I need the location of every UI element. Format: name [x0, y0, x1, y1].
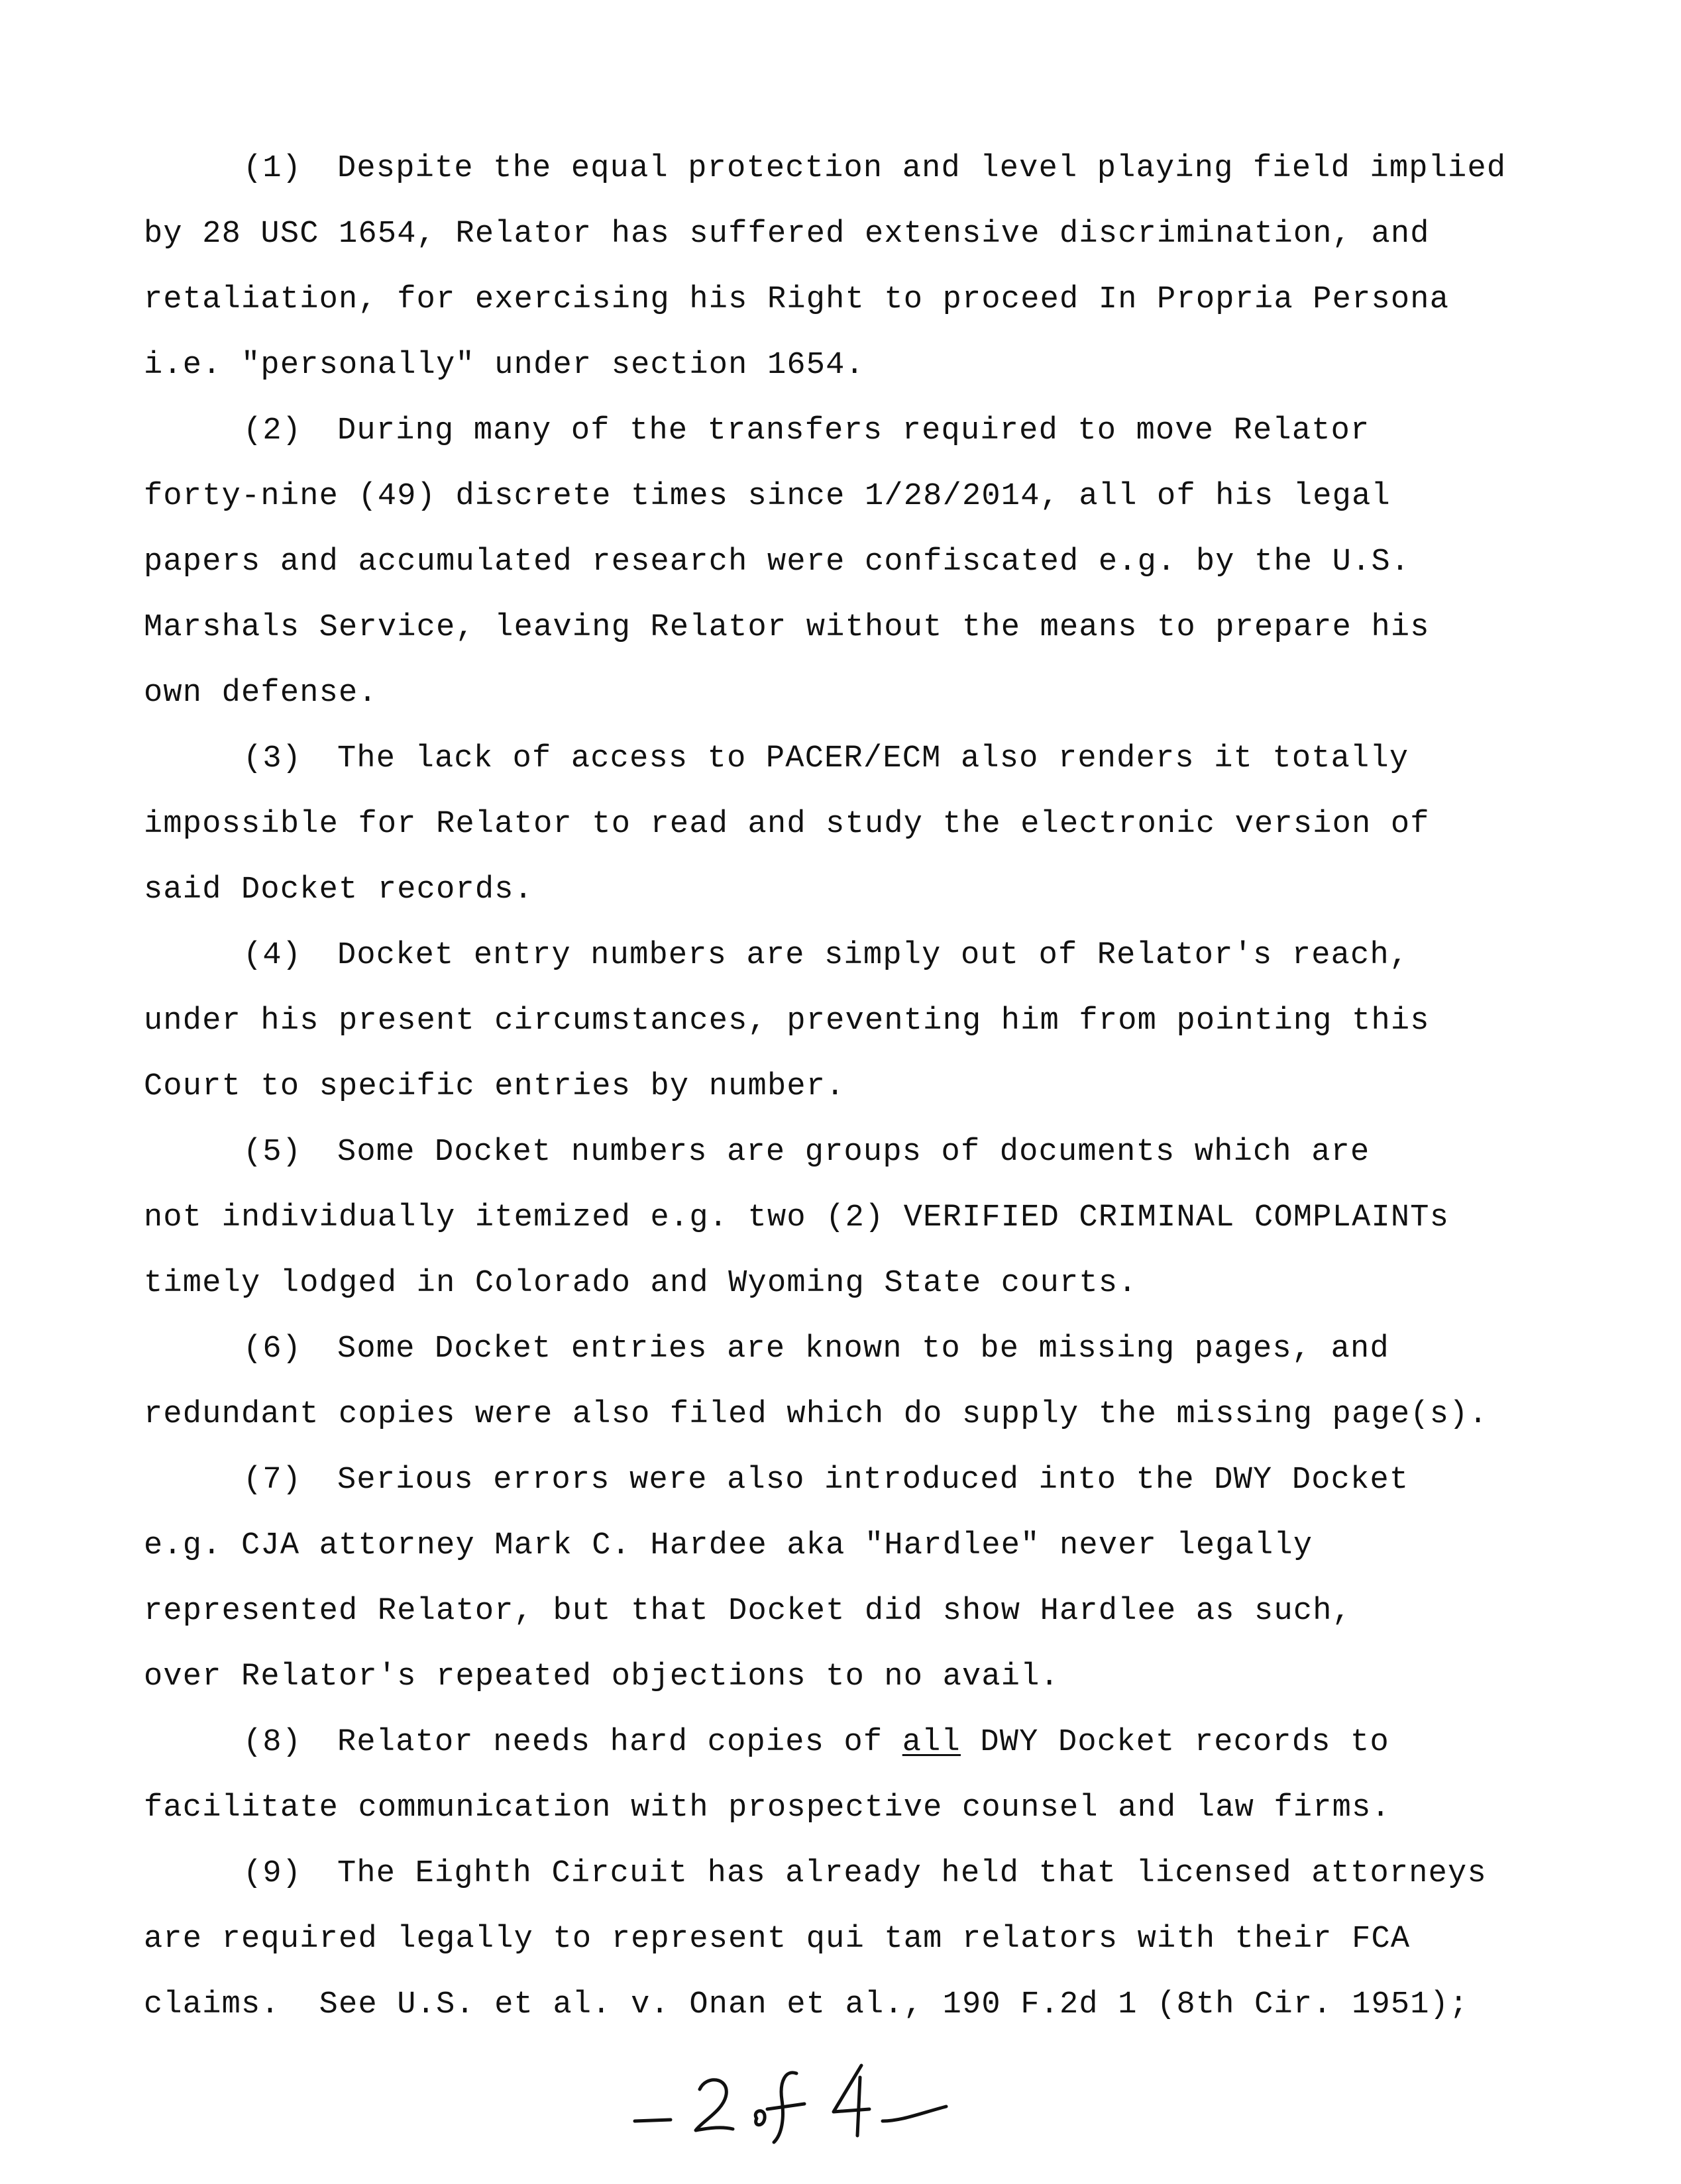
line-text: Some Docket entries are known to be missing pages, and: [337, 1331, 1389, 1367]
paragraph-line: timely lodged in Colorado and Wyoming State courts.: [144, 1266, 1138, 1301]
paragraph-4: [144, 923, 1548, 1119]
paragraph-number: (2): [243, 413, 302, 448]
document-body: [144, 136, 1548, 2038]
paragraph-number: (1): [243, 151, 302, 186]
handwritten-page-number: [623, 2047, 994, 2159]
paragraph-line: [144, 1841, 1548, 1906]
paragraph-9: [144, 1841, 1548, 2038]
paragraph-line: are required legally to represent qui tam relators with their FCA: [144, 1922, 1411, 1957]
paragraph-number: (4): [243, 938, 302, 973]
paragraph-line: impossible for Relator to read and study the electronic version of: [144, 807, 1430, 842]
line-text: The lack of access to PACER/ECM also renders it totally: [337, 741, 1409, 776]
paragraph-line: [144, 398, 1548, 464]
underlined-emphasis: all: [902, 1725, 961, 1760]
line-text: Some Docket numbers are groups of documents which are: [337, 1135, 1370, 1170]
paragraph-number: (6): [243, 1331, 302, 1367]
paragraph-number: (7): [243, 1463, 302, 1498]
paragraph-8: [144, 1710, 1548, 1841]
paragraph-line: [144, 136, 1548, 201]
paragraph-line: retaliation, for exercising his Right to proceed In Propria Persona: [144, 282, 1450, 317]
paragraph-line: [144, 1119, 1548, 1185]
paragraph-7: [144, 1447, 1548, 1710]
paragraph-line: forty-nine (49) discrete times since 1/28/2014, all of his legal: [144, 479, 1391, 514]
line-text: Serious errors were also introduced into the DWY Docket: [337, 1463, 1409, 1498]
line-text: Despite the equal protection and level playing field implied: [337, 151, 1507, 186]
paragraph-line: [144, 726, 1548, 792]
paragraph-line: redundant copies were also filed which do supply the missing page(s).: [144, 1397, 1488, 1432]
paragraph-line: under his present circumstances, preventing him from pointing this: [144, 1004, 1430, 1039]
paragraph-number: (8): [243, 1725, 302, 1760]
paragraph-number: (5): [243, 1135, 302, 1170]
paragraph-line: papers and accumulated research were confiscated e.g. by the U.S.: [144, 545, 1411, 580]
paragraph-2: [144, 398, 1548, 726]
paragraph-3: [144, 726, 1548, 923]
paragraph-line: represented Relator, but that Docket did show Hardlee as such,: [144, 1594, 1352, 1629]
line-text: The Eighth Circuit has already held that licensed attorneys: [337, 1856, 1487, 1891]
paragraph-line: [144, 923, 1548, 988]
paragraph-line: [144, 1710, 1548, 1775]
line-text: Docket entry numbers are simply out of Relator's reach,: [337, 938, 1409, 973]
line-text: During many of the transfers required to move Relator: [337, 413, 1370, 448]
handwritten-page-number-drawing: [623, 2047, 994, 2159]
paragraph-line: own defense.: [144, 676, 378, 711]
paragraph-line: by 28 USC 1654, Relator has suffered extensive discrimination, and: [144, 217, 1430, 252]
paragraph-line: Court to specific entries by number.: [144, 1069, 845, 1104]
paragraph-line: Marshals Service, leaving Relator without the means to prepare his: [144, 610, 1430, 645]
paragraph-5: [144, 1119, 1548, 1316]
paragraph-line: over Relator's repeated objections to no avail.: [144, 1659, 1060, 1694]
paragraph-line: i.e. "personally" under section 1654.: [144, 348, 865, 383]
paragraph-number: (9): [243, 1856, 302, 1891]
paragraph-line: claims. See U.S. et al. v. Onan et al., 190 F.2d 1 (8th Cir. 1951);: [144, 1987, 1469, 2022]
paragraph-line: facilitate communication with prospective counsel and law firms.: [144, 1791, 1391, 1826]
line-text: Relator needs hard copies of: [337, 1725, 902, 1760]
paragraph-1: [144, 136, 1548, 398]
paragraph-line: said Docket records.: [144, 872, 534, 908]
paragraph-line: e.g. CJA attorney Mark C. Hardee aka "Hardlee" never legally: [144, 1528, 1313, 1563]
line-text: DWY Docket records to: [960, 1725, 1389, 1760]
paragraph-6: [144, 1316, 1548, 1447]
paragraph-line: not individually itemized e.g. two (2) VERIFIED CRIMINAL COMPLAINTs: [144, 1200, 1450, 1235]
paragraph-number: (3): [243, 741, 302, 776]
paragraph-line: [144, 1316, 1548, 1382]
paragraph-line: [144, 1447, 1548, 1513]
